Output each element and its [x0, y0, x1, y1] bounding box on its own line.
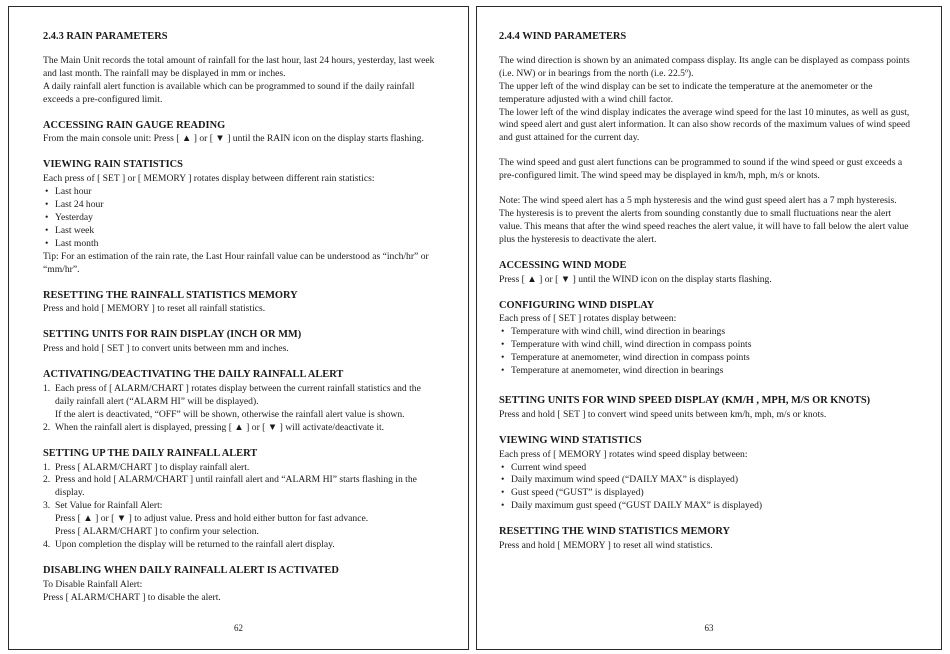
rain-statistics-list	[43, 186, 440, 251]
configuring-wind-text: Each press of [ SET ] rotates display between:	[499, 313, 677, 325]
list-item	[43, 474, 440, 500]
accessing-wind-heading: ACCESSING WIND MODE	[499, 259, 627, 271]
step-number: 1.	[43, 383, 51, 395]
rain-alert-intro-paragraph: A daily rainfall alert function is available which can be programmed to sound if the daily rainfall exceeds a pre-configured limit.	[43, 80, 415, 105]
left-page	[8, 6, 469, 650]
wind-intro-paragraph: The upper left of the wind display can be set to indicate the temperature at the anemometer or the temperature adjusted with a wind chill factor.	[499, 80, 873, 105]
step-text: Each press of [ ALARM/CHART ] rotates display between the current rainfall statistics and the daily rainfall alert (“ALARM HI” will be displayed).	[55, 383, 421, 407]
step-number: 2.	[43, 474, 51, 486]
list-item: • Last 24 hour	[43, 199, 440, 212]
resetting-rain-heading: RESETTING THE RAINFALL STATISTICS MEMORY	[43, 289, 298, 301]
viewing-wind-text: Each press of [ MEMORY ] rotates wind speed display between:	[499, 448, 748, 460]
page-number: 63	[704, 623, 714, 633]
disabling-alert-line: Press [ ALARM/CHART ] to disable the alert.	[43, 591, 221, 603]
rain-rate-tip: Tip: For an estimation of the rain rate, the Last Hour rainfall value can be understood as “inch/hr” or “mm/hr”.	[43, 250, 429, 275]
step-text: Press and hold [ ALARM/CHART ] until rainfall alert and “ALARM HI” starts flashing in the display.	[55, 474, 417, 499]
step-number: 1.	[43, 461, 51, 473]
step-extra-text: If the alert is deactivated, “OFF” will be shown, otherwise the rainfall alert value is shown.	[55, 408, 405, 420]
step-extra-text: Press [ ▲ ] or [ ▼ ] to adjust value. Press and hold either button for fast advance.	[55, 513, 369, 525]
right-page-content	[499, 31, 911, 553]
rain-parameters-title: 2.4.3 RAIN PARAMETERS	[43, 31, 168, 42]
list-item: • Last month	[43, 238, 440, 251]
rain-intro-paragraph: The Main Unit records the total amount of rainfall for the last hour, last 24 hours, yesterday, last week and last month. The rainfall may be displayed in mm or inches.	[43, 54, 435, 79]
list-item	[43, 422, 440, 435]
activating-alert-steps	[43, 383, 440, 435]
step-number: 4.	[43, 539, 51, 550]
step-text: Set Value for Rainfall Alert:	[55, 500, 163, 512]
paragraph-gap	[499, 183, 911, 195]
list-item: • Daily maximum wind speed (“DAILY MAX” is displayed)	[499, 474, 911, 487]
activating-alert-heading: ACTIVATING/DEACTIVATING THE DAILY RAINFALL ALERT	[43, 369, 344, 381]
step-text: Press [ ALARM/CHART ] to display rainfall alert.	[55, 461, 250, 473]
wind-intro-paragraph: The wind direction is shown by an animated compass display. Its angle can be displayed as compass points (i.e. NW) or in bearings from the north (i.e. 22.5º).	[499, 54, 910, 79]
setup-alert-steps	[43, 462, 440, 552]
disabling-alert-line: To Disable Rainfall Alert:	[43, 578, 143, 590]
list-item: • Last week	[43, 225, 440, 238]
list-item: • Temperature at anemometer, wind direction in bearings	[499, 365, 911, 378]
list-item	[43, 539, 440, 552]
list-item: • Temperature with wind chill, wind direction in compass points	[499, 339, 911, 352]
list-item: • Last hour	[43, 186, 440, 199]
wind-units-heading: SETTING UNITS FOR WIND SPEED DISPLAY (KM/H , MPH, M/S OR KNOTS)	[499, 394, 871, 406]
viewing-wind-heading: VIEWING WIND STATISTICS	[499, 434, 642, 446]
resetting-wind-heading: RESETTING THE WIND STATISTICS MEMORY	[499, 526, 730, 538]
wind-statistics-list	[499, 462, 911, 514]
left-page-content	[43, 31, 440, 605]
viewing-rain-heading: VIEWING RAIN STATISTICS	[43, 159, 183, 171]
wind-alert-paragraph: The wind speed and gust alert functions can be programmed to sound if the wind speed or gust exceeds a pre-configured limit. The wind speed may be displayed in km/h, mph, m/s or knots.	[499, 157, 903, 182]
paragraph-gap	[499, 145, 911, 157]
list-item	[43, 383, 440, 422]
wind-intro-paragraph: The lower left of the wind display indicates the average wind speed for the last 10 minutes, as well as gust, wind speed alert and gust alert information. It can also show records of the maximum values of wind speed and gust attained for the current day.	[499, 106, 911, 144]
step-extra-text: Press [ ALARM/CHART ] to confirm your selection.	[55, 526, 259, 538]
list-item: • Yesterday	[43, 212, 440, 225]
list-item: • Temperature at anemometer, wind direction in compass points	[499, 352, 911, 365]
list-item: • Gust speed (“GUST” is displayed)	[499, 487, 911, 500]
wind-parameters-title: 2.4.4 WIND PARAMETERS	[499, 31, 627, 42]
page-number: 62	[234, 623, 243, 633]
resetting-rain-text: Press and hold [ MEMORY ] to reset all rainfall statistics.	[43, 303, 266, 315]
right-page	[476, 6, 942, 650]
step-number: 3.	[43, 500, 51, 512]
disabling-alert-heading: DISABLING WHEN DAILY RAINFALL ALERT IS ACTIVATED	[43, 564, 339, 576]
rain-units-heading: SETTING UNITS FOR RAIN DISPLAY (INCH OR MM)	[43, 329, 302, 341]
list-item	[43, 462, 440, 475]
rain-units-text: Press and hold [ SET ] to convert units between mm and inches.	[43, 343, 289, 355]
accessing-rain-heading: ACCESSING RAIN GAUGE READING	[43, 119, 226, 131]
setup-alert-heading: SETTING UP THE DAILY RAINFALL ALERT	[43, 447, 258, 459]
accessing-wind-text: Press [ ▲ ] or [ ▼ ] until the WIND icon on the display starts flashing.	[499, 273, 772, 285]
step-text: When the rainfall alert is displayed, pressing [ ▲ ] or [ ▼ ] will activate/deactivate it.	[55, 421, 385, 433]
viewing-rain-text: Each press of [ SET ] or [ MEMORY ] rotates display between different rain statistics:	[43, 173, 375, 185]
resetting-wind-text: Press and hold [ MEMORY ] to reset all wind statistics.	[499, 540, 713, 552]
accessing-rain-text: From the main console unit: Press [ ▲ ] or [ ▼ ] until the RAIN icon on the display starts flashing.	[43, 133, 424, 145]
list-item: • Current wind speed	[499, 462, 911, 475]
list-item: • Temperature with wind chill, wind direction in bearings	[499, 326, 911, 339]
configuring-wind-heading: CONFIGURING WIND DISPLAY	[499, 299, 655, 311]
list-item	[43, 500, 440, 539]
step-number: 2.	[43, 421, 51, 433]
wind-units-text: Press and hold [ SET ] to convert wind speed units between km/h, mph, m/s or knots.	[499, 408, 827, 420]
step-text: Upon completion the display will be returned to the rainfall alert display.	[55, 539, 335, 550]
hysteresis-note: Note: The wind speed alert has a 5 mph hysteresis and the wind gust speed alert has a 7 mph hysteresis. The hysteresis is to prevent the alerts from sounding constantly due to small fluctuations near the alert value. This means that after the wind speed reaches the alert value, it will have to fall below the alert value plus the hysteresis to deactivate the alert.	[499, 195, 909, 245]
wind-display-options-list	[499, 326, 911, 378]
list-item: • Daily maximum gust speed (“GUST DAILY MAX” is displayed)	[499, 500, 911, 513]
